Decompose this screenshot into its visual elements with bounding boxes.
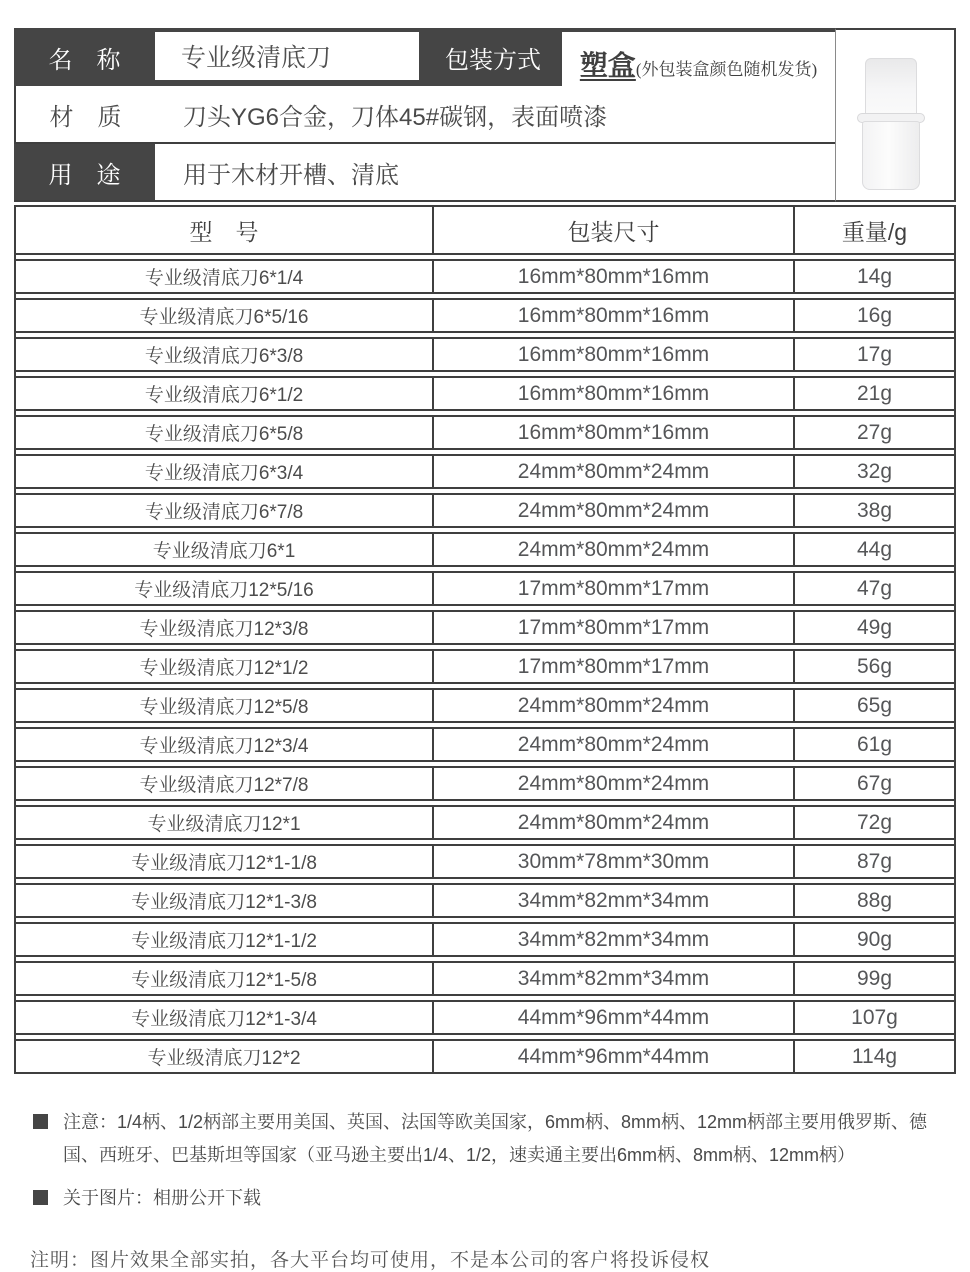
cell-size: 24mm*80mm*24mm	[432, 768, 793, 799]
table-row	[16, 571, 954, 606]
cell-size: 16mm*80mm*16mm	[432, 339, 793, 370]
cell-weight: 107g	[793, 1002, 954, 1033]
cell-model: 专业级清底刀12*2	[147, 1048, 301, 1069]
table-row	[16, 805, 954, 840]
table-row	[16, 766, 954, 801]
product-info-left	[14, 28, 835, 202]
cell-size: 24mm*80mm*24mm	[432, 807, 793, 838]
material-value: 刀头YG6合金，刀体45#碳钢，表面喷漆	[183, 103, 608, 131]
cell-model: 专业级清底刀12*1/2	[139, 658, 309, 679]
cell-weight: 38g	[793, 495, 954, 526]
column-header-weight: 重量/g	[793, 207, 954, 253]
column-header-size: 包装尺寸	[432, 207, 793, 253]
cell-size: 16mm*80mm*16mm	[432, 378, 793, 409]
cell-weight: 16g	[793, 300, 954, 331]
cell-weight: 67g	[793, 768, 954, 799]
square-bullet-icon	[33, 1114, 48, 1129]
cell-weight: 21g	[793, 378, 954, 409]
cell-size: 34mm*82mm*34mm	[432, 963, 793, 994]
cell-model: 专业级清底刀12*1-5/8	[131, 970, 317, 991]
cell-size: 16mm*80mm*16mm	[432, 300, 793, 331]
table-row	[16, 532, 954, 567]
cell-model: 专业级清底刀12*1-1/8	[131, 853, 317, 874]
cell-model: 专业级清底刀6*3/4	[144, 463, 304, 484]
table-row	[16, 688, 954, 723]
cell-size: 34mm*82mm*34mm	[432, 885, 793, 916]
cell-model: 专业级清底刀6*7/8	[144, 502, 304, 523]
cell-weight: 99g	[793, 963, 954, 994]
cell-model: 专业级清底刀12*1	[147, 814, 301, 835]
cell-model: 专业级清底刀6*3/8	[144, 346, 304, 367]
cell-size: 17mm*80mm*17mm	[432, 612, 793, 643]
cell-model: 专业级清底刀12*1-3/8	[131, 892, 317, 913]
note-item	[33, 1182, 936, 1215]
plastic-box-body	[862, 121, 920, 190]
cell-size: 24mm*80mm*24mm	[432, 729, 793, 760]
cell-size: 34mm*82mm*34mm	[432, 924, 793, 955]
note-item	[33, 1106, 936, 1173]
table-row	[16, 454, 954, 489]
cell-weight: 114g	[793, 1041, 954, 1072]
name-value: 专业级清底刀	[155, 32, 419, 80]
cell-size: 24mm*80mm*24mm	[432, 534, 793, 565]
cell-model: 专业级清底刀6*1/2	[144, 385, 304, 406]
cell-weight: 27g	[793, 417, 954, 448]
cell-weight: 87g	[793, 846, 954, 877]
table-row	[16, 337, 954, 372]
cell-weight: 49g	[793, 612, 954, 643]
column-header-model: 型 号	[189, 218, 259, 245]
cell-model: 专业级清底刀12*1-1/2	[131, 931, 317, 952]
plastic-box-image	[862, 58, 920, 190]
note-text: 注意：1/4柄、1/2柄部主要用美国、英国、法国等欧美国家，6mm柄、8mm柄、12mm柄部主要用俄罗斯、德国、西班牙、巴基斯坦等国家（亚马逊主要出1/4、1/2，速卖通主要出6mm柄、8mm柄、12mm柄）	[63, 1112, 928, 1166]
cell-size: 44mm*96mm*44mm	[432, 1041, 793, 1072]
table-header-row	[16, 205, 954, 255]
cell-weight: 72g	[793, 807, 954, 838]
cell-weight: 17g	[793, 339, 954, 370]
table-row	[16, 1000, 954, 1035]
cell-model: 专业级清底刀6*5/16	[139, 307, 309, 328]
cell-size: 16mm*80mm*16mm	[432, 261, 793, 292]
table-row	[16, 1039, 954, 1074]
cell-size: 24mm*80mm*24mm	[432, 690, 793, 721]
table-row	[16, 922, 954, 957]
cell-weight: 90g	[793, 924, 954, 955]
cell-size: 16mm*80mm*16mm	[432, 417, 793, 448]
packaging-note: (外包装盒颜色随机发货)	[635, 60, 818, 79]
cell-model: 专业级清底刀12*5/16	[134, 580, 314, 601]
spec-table	[14, 205, 956, 1074]
cell-model: 专业级清底刀6*1/4	[144, 268, 304, 289]
cell-size: 17mm*80mm*17mm	[432, 651, 793, 682]
cell-size: 24mm*80mm*24mm	[432, 495, 793, 526]
table-row	[16, 415, 954, 450]
packaging-label: 包装方式	[445, 46, 541, 74]
cell-weight: 44g	[793, 534, 954, 565]
table-row	[16, 493, 954, 528]
cell-weight: 32g	[793, 456, 954, 487]
table-row	[16, 649, 954, 684]
plastic-box-cap	[865, 58, 917, 116]
cell-model: 专业级清底刀12*3/8	[139, 619, 309, 640]
cell-model: 专业级清底刀12*3/4	[139, 736, 309, 757]
packaging-value-box	[562, 32, 835, 86]
table-row	[16, 727, 954, 762]
info-row-material	[14, 86, 835, 144]
cell-model: 专业级清底刀12*5/8	[139, 697, 309, 718]
table-row	[16, 259, 954, 294]
usage-label: 用 途	[14, 144, 155, 200]
cell-model: 专业级清底刀12*7/8	[139, 775, 309, 796]
material-label: 材 质	[49, 103, 122, 131]
table-row	[16, 298, 954, 333]
cell-model: 专业级清底刀12*1-3/4	[131, 1009, 317, 1030]
table-row	[16, 844, 954, 879]
cell-weight: 47g	[793, 573, 954, 604]
table-row	[16, 961, 954, 996]
disclaimer-text: 注明：图片效果全部实拍，各大平台均可使用，不是本公司的客户将投诉侵权	[30, 1249, 711, 1271]
cell-size: 24mm*80mm*24mm	[432, 456, 793, 487]
cell-model: 专业级清底刀6*5/8	[144, 424, 304, 445]
cell-weight: 61g	[793, 729, 954, 760]
table-row	[16, 376, 954, 411]
table-body	[16, 259, 954, 1074]
cell-weight: 56g	[793, 651, 954, 682]
product-info-section	[14, 28, 956, 202]
table-row	[16, 610, 954, 645]
name-label: 名 称	[48, 46, 121, 74]
cell-weight: 14g	[793, 261, 954, 292]
usage-value: 用于木材开槽、清底	[155, 144, 835, 200]
cell-size: 44mm*96mm*44mm	[432, 1002, 793, 1033]
cell-weight: 88g	[793, 885, 954, 916]
product-photo-frame	[835, 28, 956, 202]
cell-size: 17mm*80mm*17mm	[432, 573, 793, 604]
notes-section	[33, 1106, 936, 1215]
packaging-value: 塑盒	[579, 50, 636, 81]
cell-weight: 65g	[793, 690, 954, 721]
info-row-name-packaging	[14, 28, 835, 86]
square-bullet-icon	[33, 1190, 48, 1205]
info-row-usage	[14, 144, 835, 202]
note-text: 关于图片：相册公开下载	[63, 1187, 261, 1208]
cell-model: 专业级清底刀6*1	[152, 541, 296, 562]
cell-size: 30mm*78mm*30mm	[432, 846, 793, 877]
table-row	[16, 883, 954, 918]
